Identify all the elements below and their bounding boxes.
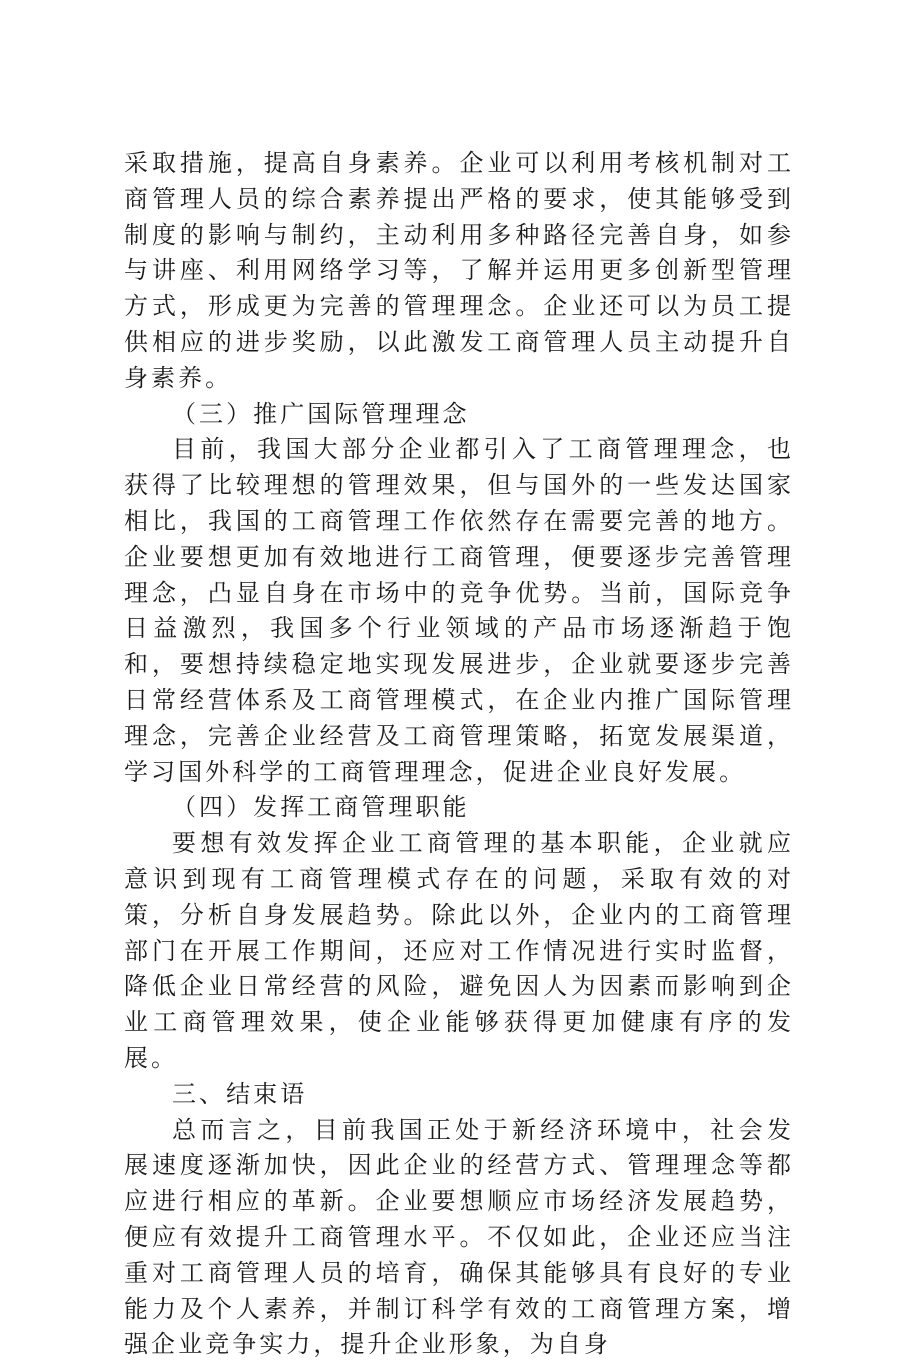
section-heading-4: （四）发挥工商管理职能 (172, 793, 470, 822)
document-page (124, 146, 794, 1363)
section-heading-conclusion: 三、结束语 (172, 1079, 308, 1108)
paragraph-conclusion: 总而言之，目前我国正处于新经济环境中，社会发展速度逐渐加快，因此企业的经营方式、管理理念等都应进行相应的革新。企业要想顺应市场经济发展趋势，便应有效提升工商管理水平。不仅如此，企业还应当注重对工商管理人员的培育，确保其能够具有良好的专业能力及个人素养，并制订科学有效的工商管理方案，增强企业竞争实力，提升企业形象，为自身 (124, 1115, 794, 1359)
paragraph-management-functions: 要想有效发挥企业工商管理的基本职能，企业就应意识到现有工商管理模式存在的问题，采取有效的对策，分析自身发展趋势。除此以外，企业内的工商管理部门在开展工作期间，还应对工作情况进行实时监督，降低企业日常经营的风险，避免因人为因素而影响到企业工商管理效果，使企业能够获得更加健康有序的发展。 (124, 829, 794, 1072)
section-heading-3: （三）推广国际管理理念 (172, 399, 470, 428)
paragraph-international-management: 目前，我国大部分企业都引入了工商管理理念，也获得了比较理想的管理效果，但与国外的一些发达国家相比，我国的工商管理工作依然存在需要完善的地方。企业要想更加有效地进行工商管理，便要逐步完善管理理念，凸显自身在市场中的竞争优势。当前，国际竞争日益激烈，我国多个行业领域的产品市场逐渐趋于饱和，要想持续稳定地实现发展进步，企业就要逐步完善日常经营体系及工商管理模式，在企业内推广国际管理理念，完善企业经营及工商管理策略，拓宽发展渠道，学习国外科学的工商管理理念，促进企业良好发展。 (124, 435, 794, 786)
paragraph-continuation: 采取措施，提高自身素养。企业可以利用考核机制对工商管理人员的综合素养提出严格的要求，使其能够受到制度的影响与制约，主动利用多种路径完善自身，如参与讲座、利用网络学习等，了解并运用更多创新型管理方式，形成更为完善的管理理念。企业还可以为员工提供相应的进步奖励，以此激发工商管理人员主动提升自身素养。 (124, 149, 794, 392)
